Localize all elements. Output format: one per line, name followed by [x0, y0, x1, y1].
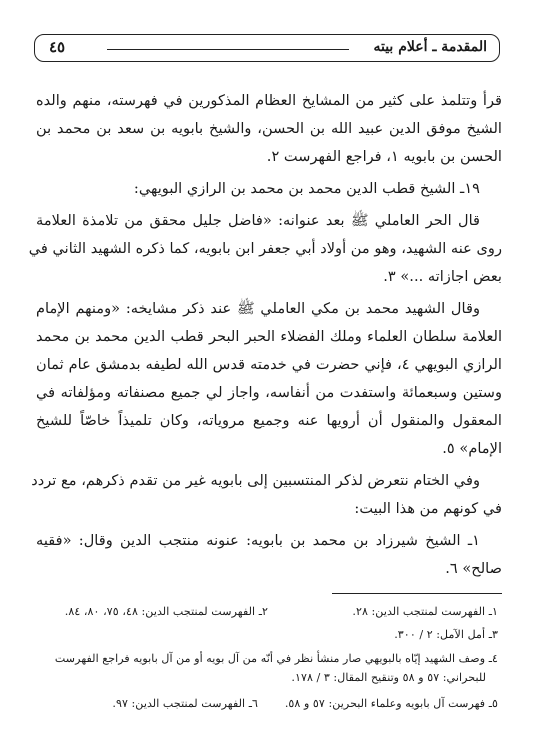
footnote-3: ٣ـ أمل الآمل: ٢ / ٣٠٠. [394, 628, 498, 641]
footnote-separator [332, 593, 502, 594]
body-line: وفي الختام نتعرض لذكر المنتسبين إلى بابويه غير من تقدم ذكرهم، مع تردد [31, 472, 480, 489]
body-line: قال الحر العاملي ﷺ بعد عنوانه: «فاضل جليل محقق من تلامذة العلامة [36, 212, 480, 229]
body-line: روى عنه الشهيد، وهو من أولاد أبي جعفر ابن بابويه، كما ذكره الشهيد الثاني في [28, 240, 502, 257]
header-rule [107, 49, 349, 50]
body-line: قرأ وتتلمذ على كثير من المشايخ العظام المذكورين في فهرسته، منهم والده [36, 92, 502, 109]
body-line: وستين وسبعمائة واستفدت من أنفاسه، واجاز لي جميع مصنفاته ومؤلفاته في [36, 384, 502, 401]
body-line: الإمام» ٥. [442, 440, 502, 457]
body-line: في كونهم من هذا البيت: [354, 500, 502, 517]
body-line: الحسن بن بابويه ١، فراجع الفهرست ٢. [266, 148, 502, 165]
body-line: بعض اجازاته ...» ٣. [383, 268, 502, 285]
body-line: وقال الشهيد محمد بن مكي العاملي ﷺ عند ذكر مشايخه: «ومنهم الإمام [36, 300, 480, 317]
body-line: العلامة سلطان العلماء وملك الفضلاء الحبر البحر قطب الدين محمد بن محمد [36, 328, 502, 345]
footnote-6: ٦ـ الفهرست لمنتجب الدين: ٩٧. [112, 697, 258, 710]
footnote-1: ١ـ الفهرست لمنتجب الدين: ٢٨. [352, 605, 498, 618]
footnote-2: ٢ـ الفهرست لمنتجب الدين: ٤٨، ٧٥، ٨٠، ٨٤. [64, 605, 268, 618]
body-line: الرازي البويهي ٤، فإني حضرت في خدمته قدس الله لطيفه بدمشق عام ثمان [36, 356, 502, 373]
body-line: صالح» ٦. [445, 560, 502, 577]
page-number: ٤٥ [49, 38, 66, 56]
entry-heading: ١ـ الشيخ شيرزاد بن محمد بن بابويه: عنونه منتجب الدين وقال: «فقيه [36, 532, 480, 549]
footnote-4: ٤ـ وصف الشهيد إيّاه بالبويهي صار منشأ نظر في أنّه من آل بويه أو من آل بابويه فراجع الفهرست [54, 652, 498, 665]
body-line: الشيخ موفق الدين عبيد الله بن الحسن، والشيخ بابويه بن سعد بن محمد بن [36, 120, 502, 137]
header-title: المقدمة ـ أعلام بيته [373, 39, 487, 55]
body-line: المعقول والمنقول أن أرويها عنه وجميع مروياته، وكان تلميذاً خاصّاً للشيخ [36, 412, 502, 429]
running-header [34, 34, 500, 62]
footnote-4-continued: للبحراني: ٥٧ و ٥٨ وتنقيح المقال: ٣ / ١٧٨. [291, 671, 486, 684]
footnote-5: ٥ـ فهرست آل بابويه وعلماء البحرين: ٥٧ و ٥٨. [284, 697, 498, 710]
entry-heading: ١٩ـ الشيخ قطب الدين محمد بن محمد بن الرازي البويهي: [133, 180, 480, 197]
